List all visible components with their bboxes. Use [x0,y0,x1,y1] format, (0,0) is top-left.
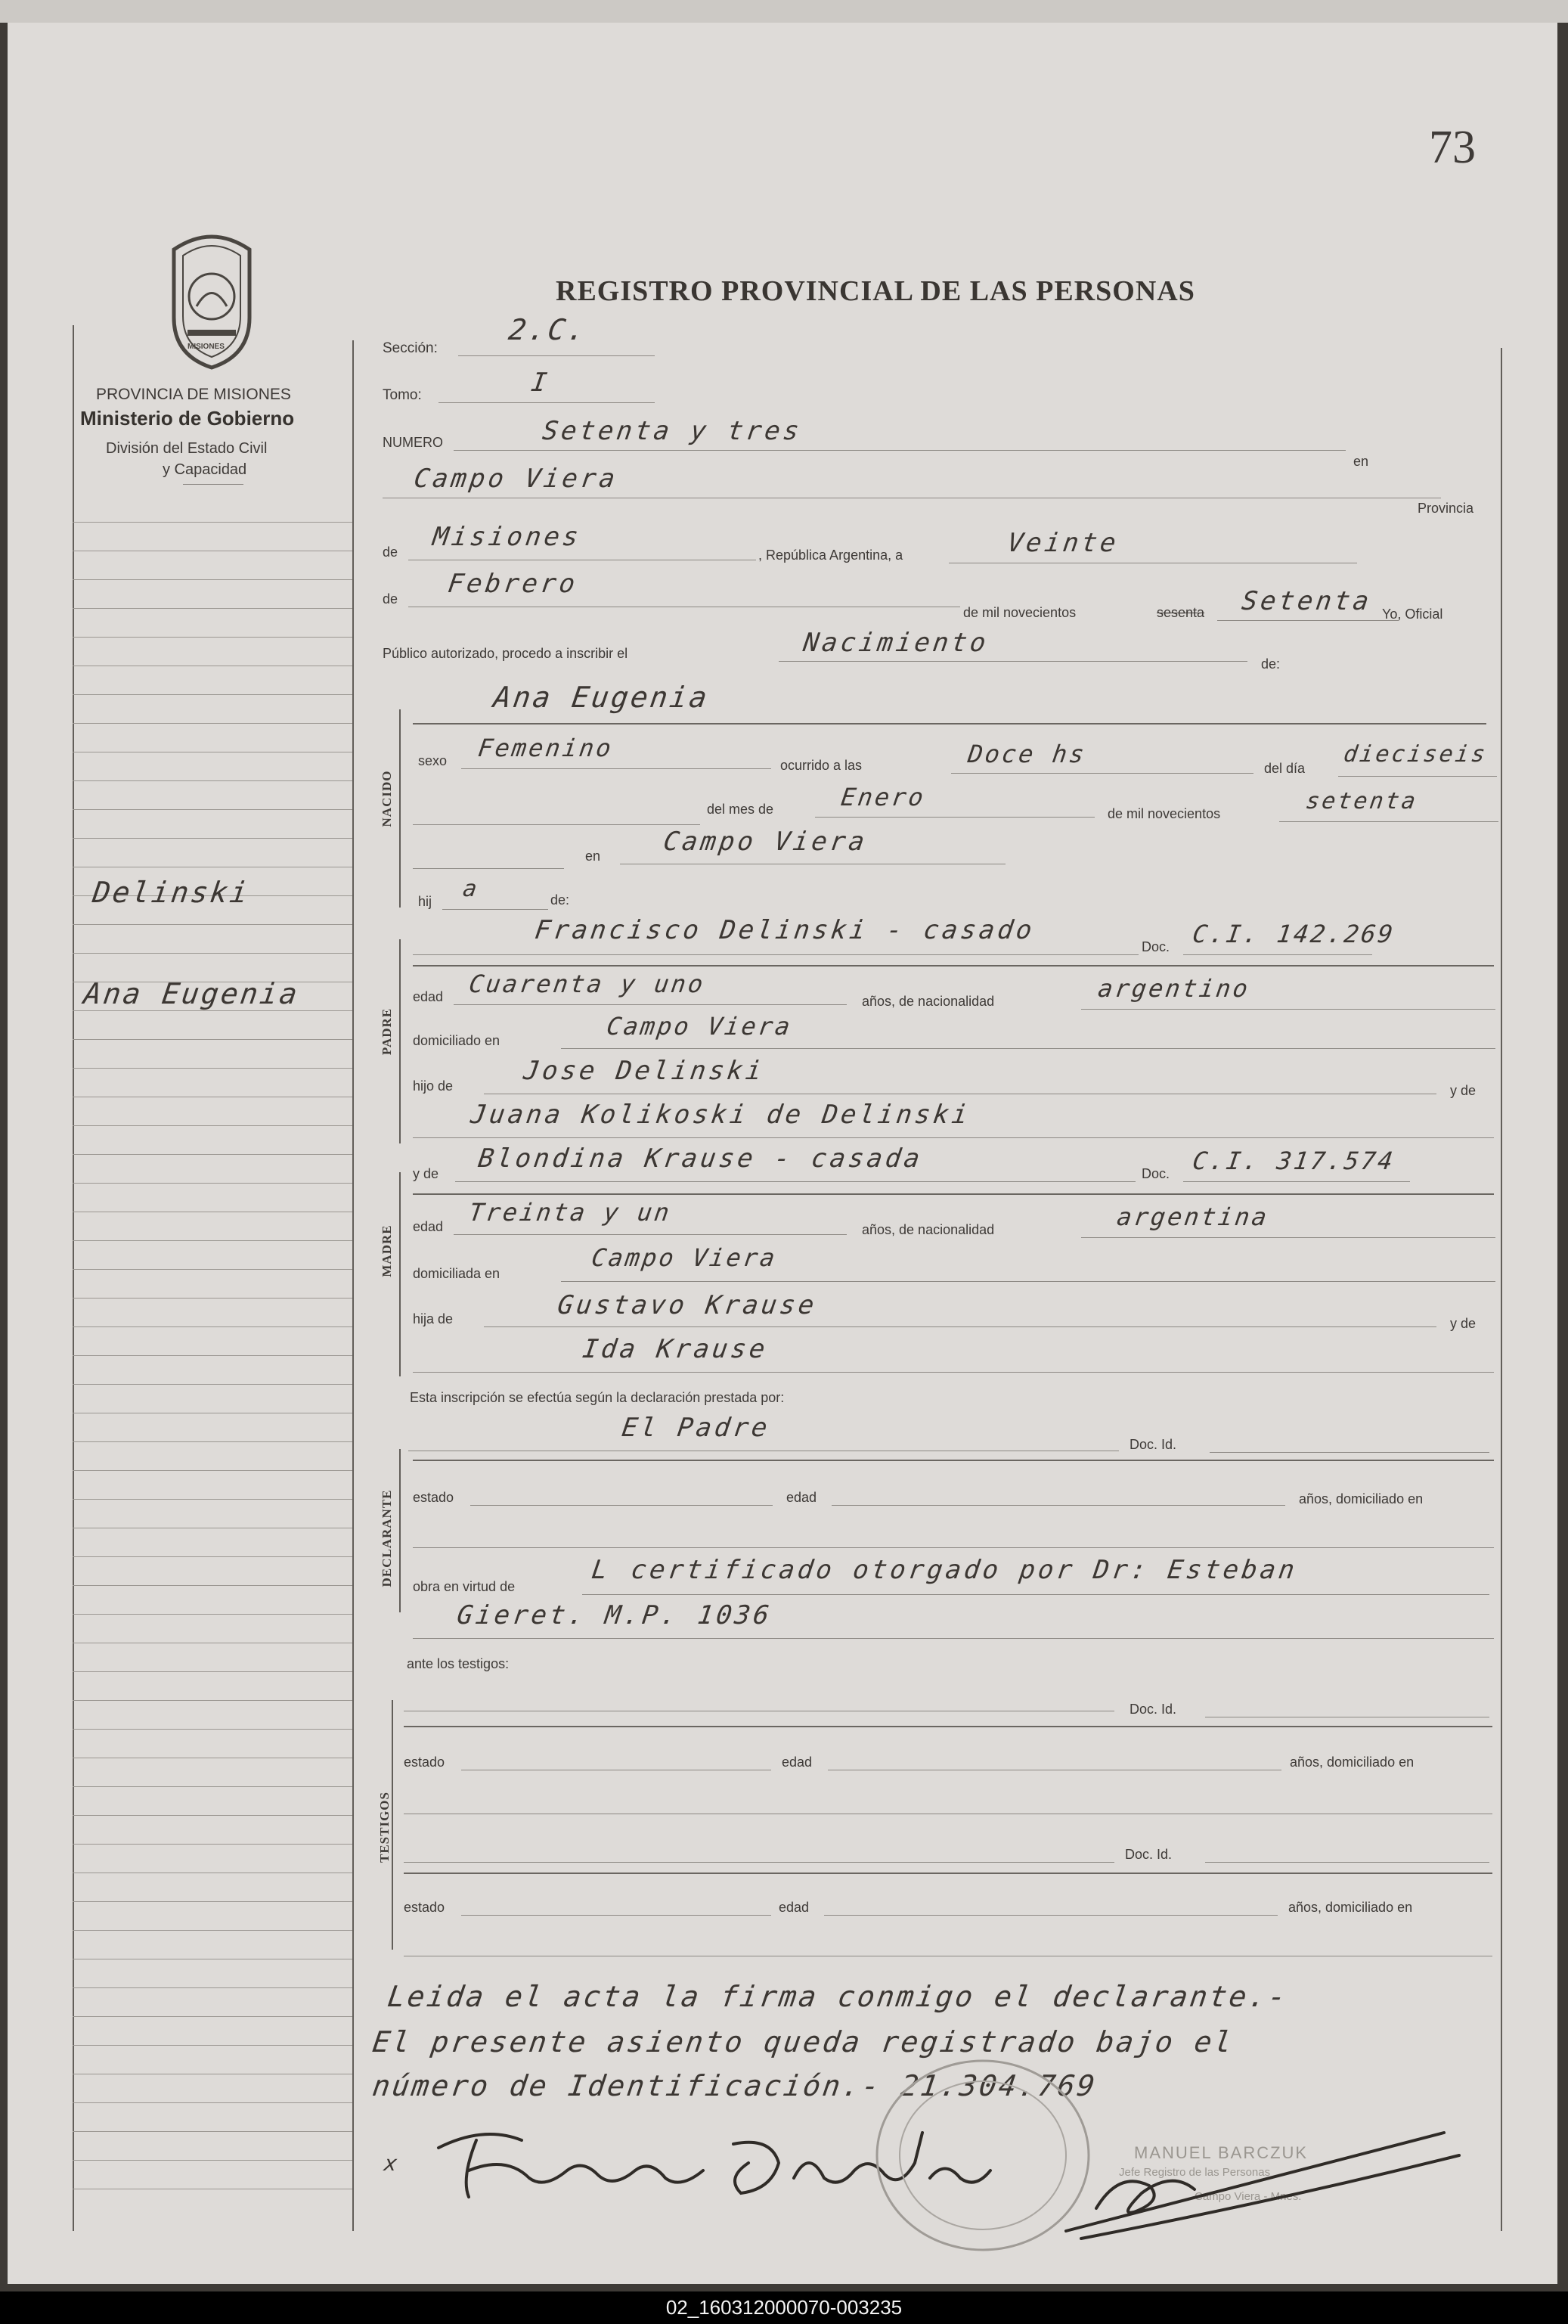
closing-line-2: El presente asiento queda registrado bajo el [370,2025,1236,2059]
testigo1-estado-label: estado [404,1755,445,1770]
madre-domicilio-label: domiciliada en [413,1266,500,1281]
stamp-location: Campo Viera - Mnes. [1195,2190,1302,2203]
madre-anos-label: años, de nacionalidad [862,1222,995,1237]
provincial-seal-icon [165,227,259,371]
obra-prefix: L [590,1555,613,1585]
document-title: REGISTRO PROVINCIAL DE LAS PERSONAS [556,275,1195,307]
padre-nacionalidad-value: argentino [1096,974,1252,1003]
padre-bracket [399,939,401,1143]
padre-side-label: PADRE [380,1007,394,1056]
ano-value: Setenta [1240,586,1374,616]
tomo-value: I [529,368,553,398]
testigo2-doc-label: Doc. Id. [1125,1847,1173,1862]
mes-nacimiento-value: Enero [839,783,928,811]
padre-padre-value: Jose Delinski [522,1056,767,1086]
padre-domicilio-label: domiciliado en [413,1033,500,1048]
del-dia-label: del día [1264,761,1306,776]
page-number: 73 [1429,122,1476,173]
de-mil-novecientos-label: de mil novecientos [963,605,1077,620]
agency-underline [183,484,243,485]
republica-label: , República Argentina, a [758,548,903,563]
ocurrido-label: ocurrido a las [780,758,863,773]
document-id-footer: 02_160312000070-003235 [0,2291,1568,2324]
hijo-de-label: hijo de [413,1078,454,1094]
sexo-label: sexo [418,753,448,768]
nacido-side-label: NACIDO [380,770,394,827]
en-nacido-label: en [585,849,601,864]
dia-letras-value: Veinte [1006,528,1121,558]
madre-domicilio-value: Campo Viera [590,1243,779,1272]
padre-madre-value: Juana Kolikoski de Delinski [469,1100,973,1130]
seccion-label: Sección: [383,340,438,356]
hij-suffix: a [461,876,481,902]
madre-padre-value: Gustavo Krause [556,1290,820,1320]
de-colon-label: de: [1261,656,1281,672]
padre-doc-value: C.I. 142.269 [1191,920,1397,948]
inscripcion-label: Esta inscripción se efectúa según la declaración prestada por: [410,1390,785,1405]
signature-mark: x [383,2151,399,2176]
hora-value: Doce hs [966,740,1089,768]
padre-y-de-label: y de [1450,1083,1477,1098]
ano-nacimiento-value: setenta [1304,788,1420,814]
padre-domicilio-value: Campo Viera [605,1012,795,1041]
hij-label: hij [418,894,432,909]
closing-line-1: Leida el acta la firma conmigo el declarante.- [386,1980,1291,2013]
madre-doc-label: Doc. [1142,1166,1170,1181]
stamp-title: Jefe Registro de las Personas [1119,2166,1271,2179]
declarante-anos-label: años, domiciliado en [1299,1491,1424,1506]
margin-given-names: Ana Eugenia [82,977,302,1010]
madre-nacionalidad-value: argentina [1115,1202,1271,1231]
ante-testigos-label: ante los testigos: [407,1656,510,1671]
hija-de-label: hija de [413,1311,454,1326]
birth-certificate-page [8,23,1557,2284]
mes-value: Febrero [446,569,580,599]
de-label: de [383,545,398,560]
madre-edad-value: Treinta y un [467,1198,674,1227]
padre-nombre-value: Francisco Delinski - casado [533,915,1037,945]
testigo1-doc-label: Doc. Id. [1130,1702,1177,1717]
seal-text: MISIONES [187,343,225,351]
declarante-doc-id-label: Doc. Id. [1130,1437,1177,1452]
nacido-nombre-value: Ana Eugenia [491,681,711,714]
provincia-value: Misiones [431,522,584,552]
padre-edad-label: edad [413,989,444,1004]
padre-doc-label: Doc. [1142,939,1170,954]
declarante-edad-label: edad [786,1490,817,1505]
margin-column-border [352,340,354,2231]
right-frame-border [1501,348,1502,2231]
tomo-label: Tomo: [383,387,422,403]
madre-bracket [399,1172,401,1376]
de-label-2: de [383,591,398,607]
madre-edad-label: edad [413,1219,444,1234]
numero-label: NUMERO [383,435,443,450]
agency-ministry: Ministerio de Gobierno [80,407,295,430]
closing-line-3: número de Identificación.- 21.304.769 [370,2069,1099,2102]
testigos-side-label: TESTIGOS [377,1792,392,1863]
lugar-value: Campo Viera [412,464,620,494]
sesenta-struck: sesenta [1157,605,1205,620]
madre-y-de-label: y de [413,1166,439,1181]
nacido-bracket [399,709,401,908]
declarante-bracket [399,1449,401,1612]
official-signature [1051,2118,1474,2246]
madre-side-label: MADRE [380,1224,394,1277]
dia-value: dieciseis [1342,741,1489,768]
testigo2-anos-label: años, domiciliado en [1288,1900,1413,1915]
padre-edad-value: Cuarenta y uno [467,970,708,998]
numero-value: Setenta y tres [541,416,804,446]
agency-division: División del Estado Civil [106,440,268,457]
en-label: en [1353,454,1369,469]
testigo1-anos-label: años, domiciliado en [1290,1755,1415,1770]
publico-label: Público autorizado, procedo a inscribir el [383,646,628,661]
madre-doc-value: C.I. 317.574 [1191,1146,1397,1175]
madre-madre-value: Ida Krause [581,1334,770,1364]
declarante-estado-label: estado [413,1490,454,1505]
madre-nombre-value: Blondina Krause - casada [476,1143,925,1174]
yo-oficial-label: Yo, Oficial [1382,607,1443,622]
testigo1-edad-label: edad [782,1755,813,1770]
agency-division-2: y Capacidad [163,461,247,478]
obra-value-2: Gieret. M.P. 1036 [455,1600,774,1631]
testigo2-estado-label: estado [404,1900,445,1915]
sheet-top-edge [0,0,1568,23]
padre-anos-label: años, de nacionalidad [862,994,995,1009]
obra-label: obra en virtud de [413,1579,516,1594]
provincia-label: Provincia [1418,501,1474,516]
agency-province: PROVINCIA DE MISIONES [96,386,291,403]
sexo-value: Femenino [476,734,615,762]
obra-value-1: certificado otorgado por Dr: Esteban [629,1555,1300,1585]
left-column-border [73,325,74,2231]
declarante-side-label: DECLARANTE [380,1489,394,1587]
de-mil-nov-label: de mil novecientos [1108,806,1221,821]
madre-y-de-label-2: y de [1450,1316,1477,1331]
stamp-name: MANUEL BARCZUK [1134,2143,1309,2162]
de-hij-label: de: [550,892,570,908]
seccion-value: 2.C. [507,313,590,346]
acto-value: Nacimiento [801,628,991,658]
margin-surname: Delinski [91,876,253,909]
del-mes-label: del mes de [707,802,774,817]
lugar-nacimiento-value: Campo Viera [662,827,869,857]
testigo2-edad-label: edad [779,1900,810,1915]
declarante-nombre-value: El Padre [620,1413,773,1443]
